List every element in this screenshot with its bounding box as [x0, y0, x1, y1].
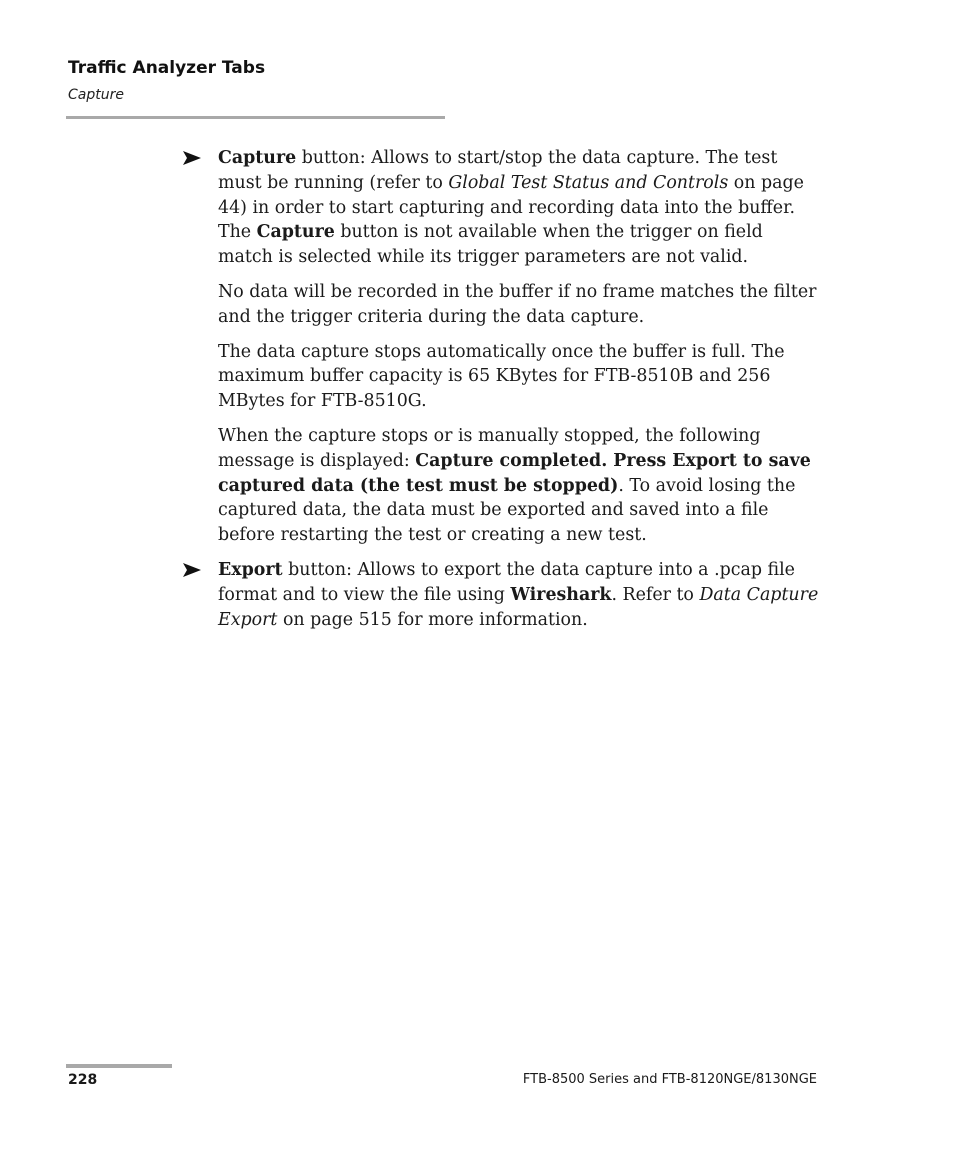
capture-bullet-text: Capture button: Allows to start/stop the data capture. The test must be running (refer to Global Test Status and Controls on page 44) in order to start capturing and recording data into the buffer. The Capture button is not available when the trigger on field match is selected while its trigger parameters are not valid. — [218, 148, 804, 268]
export-term: Export — [218, 559, 283, 580]
arrowhead-bullet-icon — [182, 561, 202, 579]
section-title: Traffic Analyzer Tabs — [68, 58, 266, 78]
capture-term: Capture — [218, 148, 297, 168]
paragraph-no-data: No data will be recorded in the buffer if no frame matches the filter and the trigger criteria during the data capture. — [218, 281, 817, 327]
capture-completed-message: Capture completed. Press Export to save captured data (the test must be stopped) — [218, 450, 811, 496]
paragraph-capture-stops: The data capture stops automatically once the buffer is full. The maximum buffer capacity is 65 KBytes for FTB-8510B and 256 MBytes for FTB-8510G. — [218, 341, 785, 412]
cross-reference-data-capture-export[interactable]: Data Capture Export — [218, 584, 819, 630]
capture-term: Capture — [256, 222, 335, 243]
header-divider — [66, 116, 445, 119]
wireshark-term: Wireshark — [510, 584, 612, 605]
paragraph-capture-message: When the capture stops or is manually stopped, the following message is displayed: Capture completed. Press Export to save captured data (the test must be stopped). To avoid losing the captured data, the data must be exported and saved into a file before restarting the test or creating a new test. — [218, 425, 811, 546]
arrowhead-bullet-icon — [182, 149, 202, 167]
main-content — [182, 146, 822, 642]
product-name: FTB-8500 Series and FTB-8120NGE/8130NGE — [522, 1072, 817, 1087]
capture-bullet — [182, 146, 822, 270]
export-bullet — [182, 558, 822, 632]
export-bullet-text: Export button: Allows to export the data capture into a .pcap file format and to view the file using Wireshark. Refer to Data Capture Export on page 515 for more information. — [218, 559, 819, 630]
cross-reference-global-test-status[interactable]: Global Test Status and Controls — [448, 172, 729, 193]
footer-divider — [66, 1064, 172, 1068]
section-subtitle: Capture — [68, 87, 124, 103]
page-header — [68, 57, 445, 105]
page-number: 228 — [68, 1072, 98, 1088]
